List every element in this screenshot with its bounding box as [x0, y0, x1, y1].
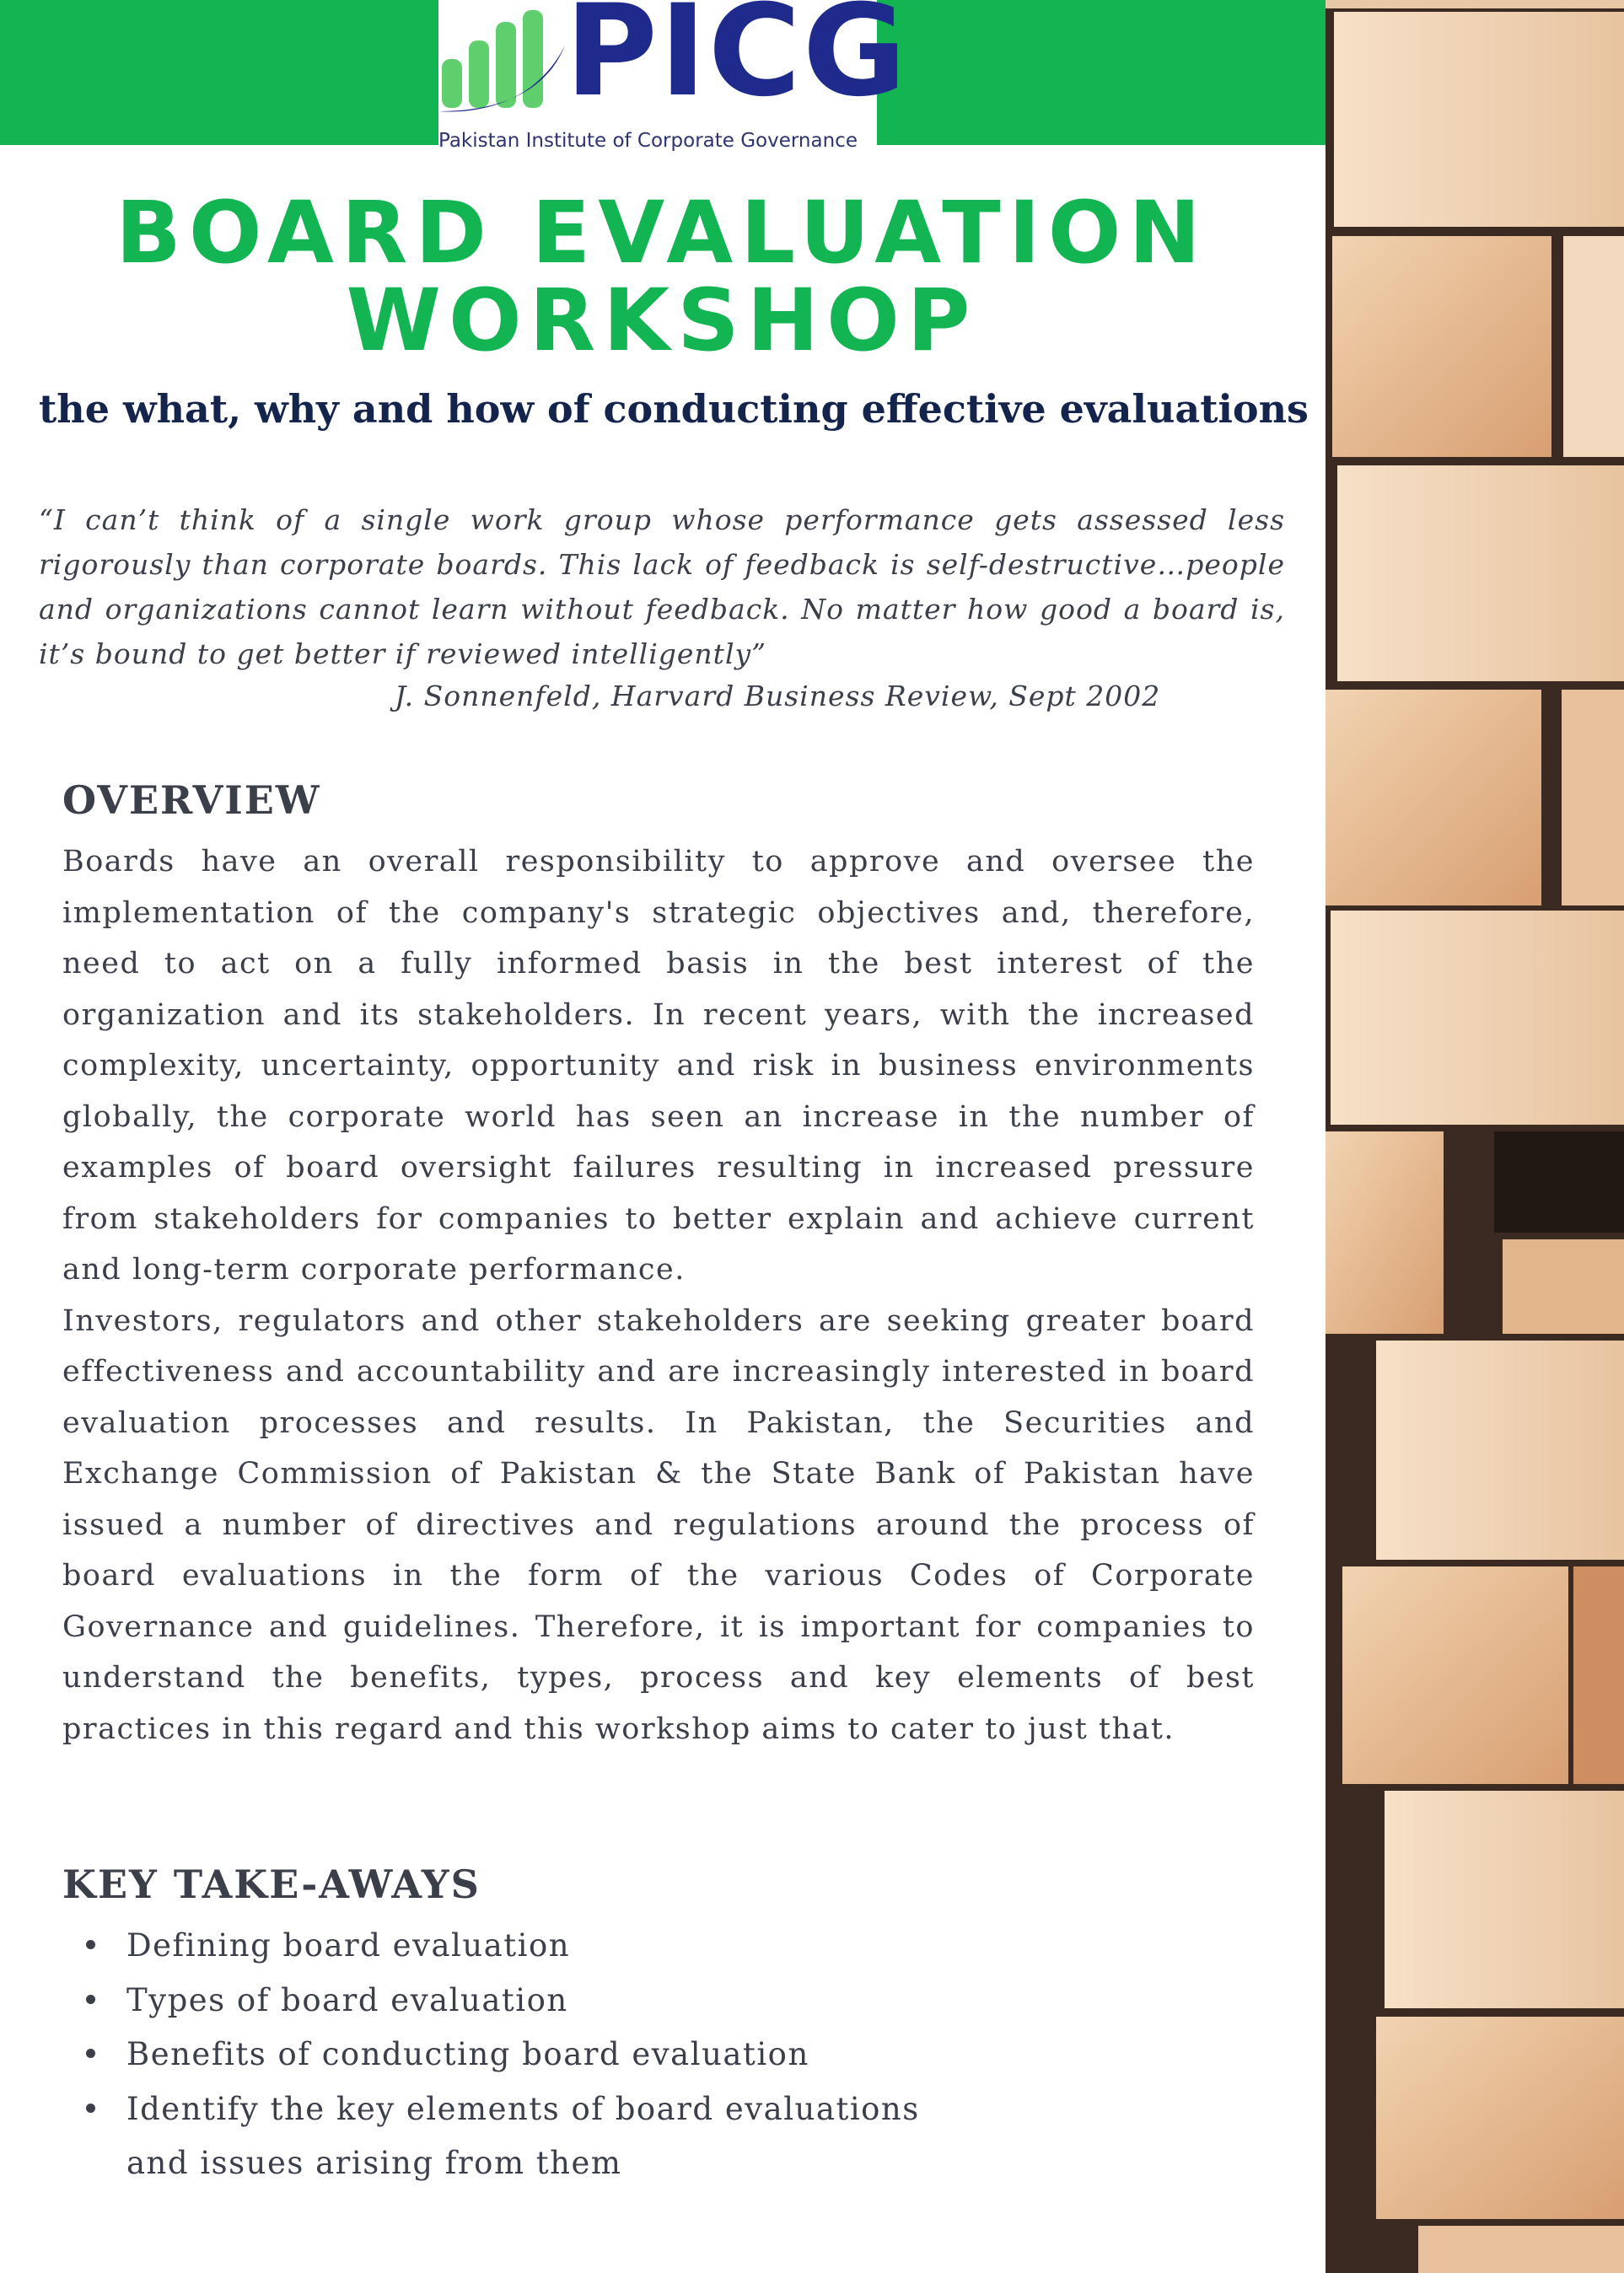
list-item-text: Types of board evaluation [126, 1981, 568, 2018]
logo-tagline: Pakistan Institute of Corporate Governance [438, 130, 858, 152]
list-item [126, 2082, 970, 2191]
logo-wordmark: PICG [565, 0, 908, 125]
wooden-blocks-photo [1326, 0, 1624, 2273]
overview-paragraph-1: Boards have an overall responsibility to approve and oversee the implementation of the company's strategic objectives and, therefore, need to act on a fully informed basis in the best interest of the organization and its stakeholders. In recent years, with the increased complexity, uncertainty, opportunity and risk in business environments globally, the corporate world has seen an increase in the number of examples of board oversight failures resulting in increased pressure from stakeholders for companies to better explain and achieve current and long-term corporate performance. [62, 845, 1255, 1287]
bullet-icon [86, 1940, 95, 1949]
bullet-icon [86, 2104, 95, 2113]
overview-paragraph-2: Investors, regulators and other stakeholders are seeking greater board effectiveness and accountability and are increasingly interested in board evaluation processes and results. In Pakistan, the Securities and Exchange Commission of Pakistan & the State Bank of Pakistan have issued a number of directives and regulations around the process of board evaluations in the form of the various Codes of Corporate Governance and guidelines. Therefore, it is important for companies to understand the benefits, types, process and key elements of best practices in this regard and this workshop aims to cater to just that. [62, 1303, 1255, 1746]
list-item-text: Identify the key elements of board evaluations and issues arising from them [126, 2090, 920, 2181]
picg-logo [438, 0, 908, 156]
page-title-line-1: BOARD EVALUATION [116, 183, 1208, 283]
bullet-icon [86, 2049, 95, 2058]
bar-chart-swoosh-icon [438, 3, 582, 113]
page-subtitle: the what, why and how of conducting effective evaluations [39, 386, 1309, 432]
key-takeaways-heading: KEY TAKE-AWAYS [62, 1862, 481, 1907]
list-item-text: Benefits of conducting board evaluation [126, 2036, 809, 2072]
overview-heading: OVERVIEW [62, 777, 321, 823]
bullet-icon [86, 1995, 95, 2004]
quote-text: “I can’t think of a single work group whose performance gets assessed less rigorously than corporate boards. This lack of feedback is self-destructive…people and organizations cannot learn without feedback. No matter how good a board is, it’s bound to get better if reviewed intelligently” [39, 503, 1285, 670]
quote-source: J. Sonnenfeld, Harvard Business Review, Sept 2002 [395, 680, 1161, 712]
list-item [126, 1919, 970, 1974]
overview-body [62, 836, 1255, 1754]
page-title-line-2: WORKSHOP [346, 271, 978, 371]
key-takeaways-list [126, 1919, 970, 2191]
list-item-text: Defining board evaluation [126, 1927, 571, 1964]
list-item [126, 2028, 970, 2082]
list-item [126, 1974, 970, 2029]
